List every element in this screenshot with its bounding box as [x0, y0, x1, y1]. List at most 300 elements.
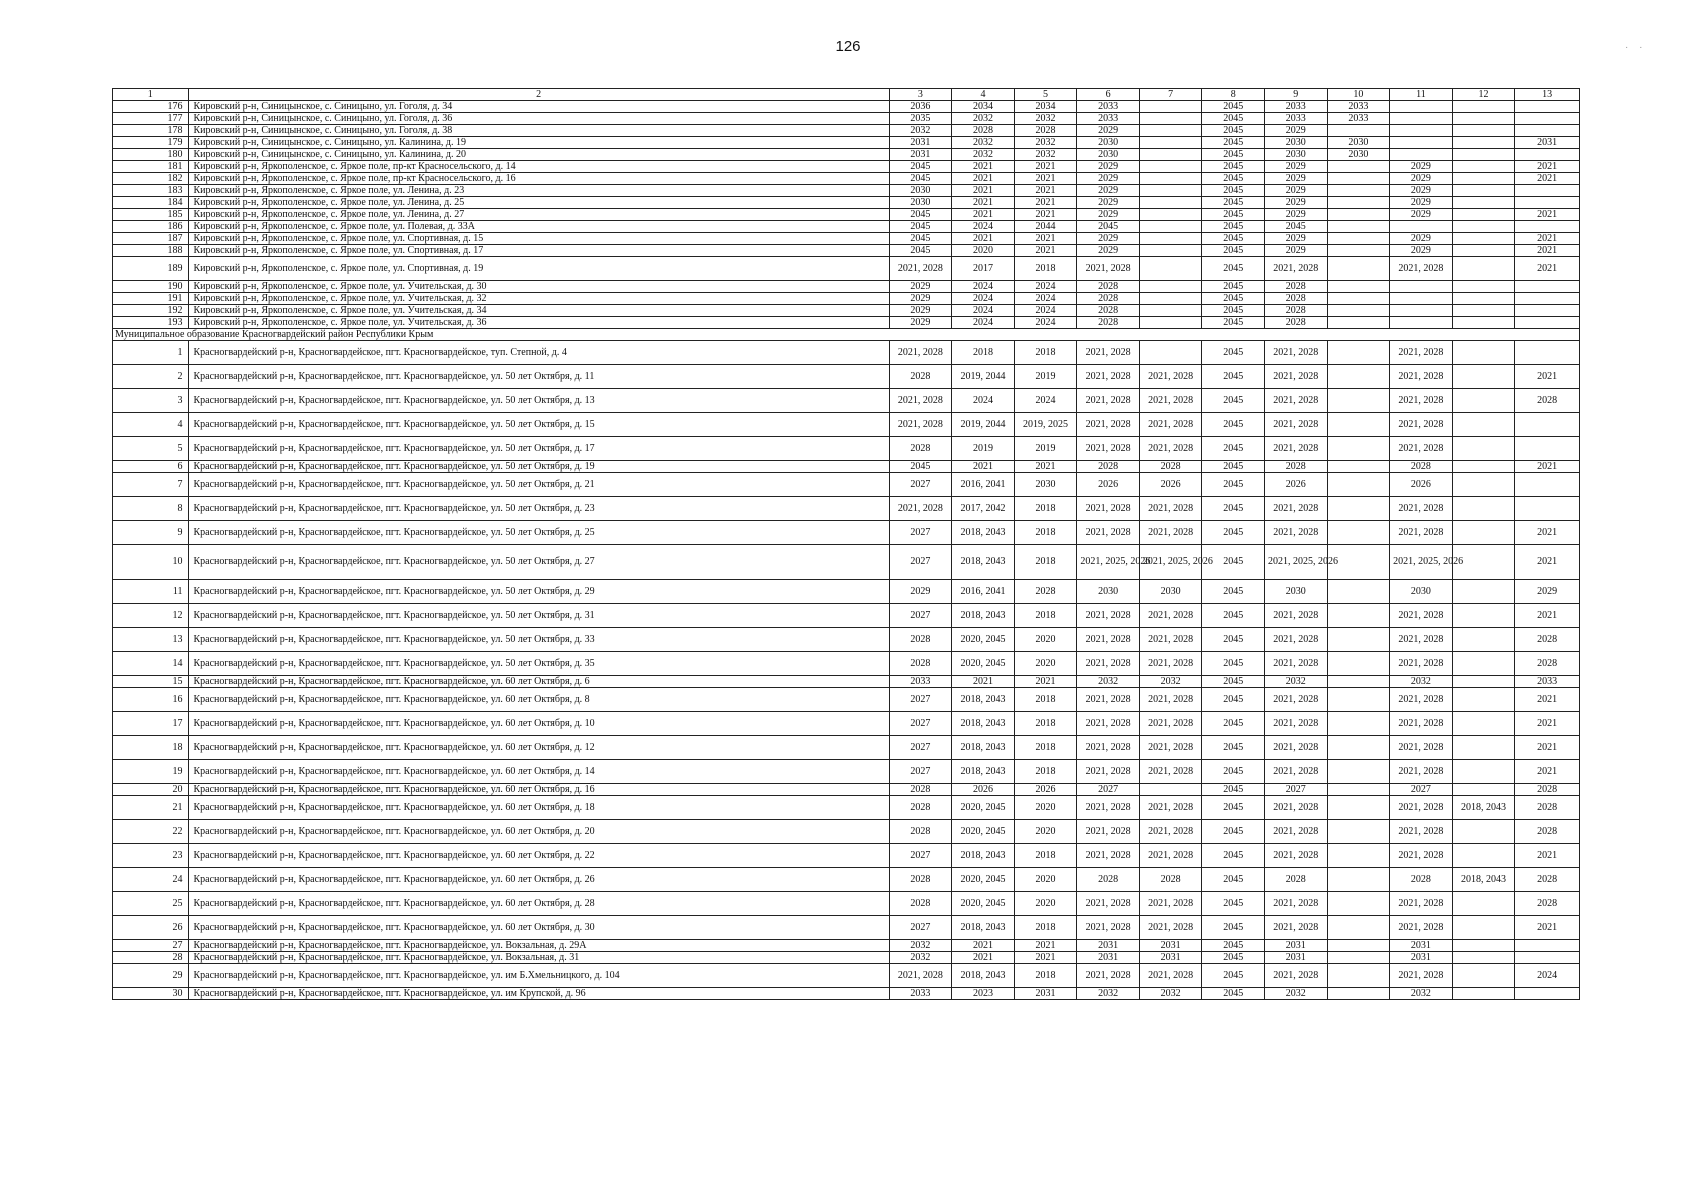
year-cell: 2045 [1202, 712, 1265, 736]
year-cell: 2018, 2043 [952, 964, 1015, 988]
year-cell [1452, 137, 1515, 149]
year-cell [1327, 257, 1390, 281]
address-cell: Красногвардейский р-н, Красногвардейское, пгт. Красногвардейское, ул. им Крупской, д. 96 [188, 988, 889, 1000]
year-cell [1327, 473, 1390, 497]
year-cell: 2031 [1139, 952, 1202, 964]
row-number: 192 [113, 305, 189, 317]
table-row [113, 413, 1580, 437]
address-cell: Кировский р-н, Яркополенское, с. Яркое поле, ул. Учительская, д. 36 [188, 317, 889, 329]
year-cell: 2021, 2028 [1077, 521, 1140, 545]
year-cell: 2032 [889, 125, 952, 137]
table-row [113, 473, 1580, 497]
address-cell: Красногвардейский р-н, Красногвардейское, пгт. Красногвардейское, ул. 60 лет Октября, д. 10 [188, 712, 889, 736]
year-cell: 2021 [1014, 245, 1077, 257]
year-cell [1327, 688, 1390, 712]
year-cell [1327, 437, 1390, 461]
year-cell [1452, 209, 1515, 221]
year-cell: 2024 [952, 389, 1015, 413]
year-cell: 2020, 2045 [952, 628, 1015, 652]
year-cell: 2045 [889, 461, 952, 473]
year-cell [1452, 892, 1515, 916]
row-number: 24 [113, 868, 189, 892]
year-cell [1327, 221, 1390, 233]
year-cell: 2021, 2028 [1139, 365, 1202, 389]
year-cell: 2021, 2028 [1265, 844, 1328, 868]
year-cell: 2027 [889, 736, 952, 760]
year-cell [1139, 101, 1202, 113]
section-title: Муниципальное образование Красногвардейский район Республики Крым [113, 329, 1580, 341]
year-cell: 2029 [1077, 125, 1140, 137]
year-cell: 2021, 2028 [1390, 389, 1453, 413]
year-cell: 2033 [1265, 113, 1328, 125]
year-cell: 2028 [1077, 281, 1140, 293]
year-cell: 2021, 2028 [1265, 820, 1328, 844]
year-cell: 2045 [1202, 736, 1265, 760]
column-number-cell: 12 [1452, 89, 1515, 101]
year-cell [1452, 257, 1515, 281]
year-cell [1390, 221, 1453, 233]
row-number: 16 [113, 688, 189, 712]
year-cell [1452, 185, 1515, 197]
year-cell [1139, 233, 1202, 245]
year-cell [1139, 149, 1202, 161]
year-cell [1515, 473, 1580, 497]
table-row [113, 293, 1580, 305]
year-cell: 2019, 2025 [1014, 413, 1077, 437]
year-cell: 2033 [1327, 101, 1390, 113]
year-cell: 2032 [1139, 676, 1202, 688]
year-cell: 2045 [1202, 437, 1265, 461]
year-cell: 2029 [1077, 197, 1140, 209]
year-cell: 2018 [1014, 341, 1077, 365]
year-cell: 2029 [889, 305, 952, 317]
row-number: 180 [113, 149, 189, 161]
year-cell: 2021, 2028 [1265, 257, 1328, 281]
column-number-cell: 3 [889, 89, 952, 101]
year-cell: 2045 [1202, 341, 1265, 365]
year-cell: 2020 [1014, 628, 1077, 652]
column-number-cell: 13 [1515, 89, 1580, 101]
year-cell [1327, 628, 1390, 652]
year-cell: 2021, 2028 [1077, 628, 1140, 652]
table-row [113, 844, 1580, 868]
year-cell [1515, 293, 1580, 305]
year-cell: 2030 [1077, 137, 1140, 149]
year-cell: 2021, 2028 [1077, 712, 1140, 736]
year-cell: 2029 [1265, 245, 1328, 257]
year-cell: 2021, 2028 [1077, 820, 1140, 844]
year-cell: 2045 [1202, 521, 1265, 545]
year-cell: 2021, 2028 [1390, 365, 1453, 389]
year-cell: 2018, 2043 [952, 521, 1015, 545]
year-cell [1452, 784, 1515, 796]
year-cell: 2021 [1515, 712, 1580, 736]
year-cell: 2028 [1265, 868, 1328, 892]
year-cell: 2028 [1515, 652, 1580, 676]
year-cell: 2028 [1139, 868, 1202, 892]
year-cell: 2028 [1265, 293, 1328, 305]
year-cell: 2021, 2028 [1390, 820, 1453, 844]
year-cell: 2021, 2025, 2026 [1265, 545, 1328, 580]
year-cell: 2020 [1014, 868, 1077, 892]
year-cell: 2021, 2028 [1139, 712, 1202, 736]
year-cell: 2033 [889, 988, 952, 1000]
table-row [113, 257, 1580, 281]
table-row [113, 736, 1580, 760]
address-cell: Красногвардейский р-н, Красногвардейское, пгт. Красногвардейское, ул. 60 лет Октября, д. 28 [188, 892, 889, 916]
year-cell: 2019 [1014, 437, 1077, 461]
column-number-cell: 8 [1202, 89, 1265, 101]
year-cell: 2021 [952, 173, 1015, 185]
address-cell: Красногвардейский р-н, Красногвардейское, пгт. Красногвардейское, ул. 60 лет Октября, д. 14 [188, 760, 889, 784]
row-number: 29 [113, 964, 189, 988]
year-cell: 2045 [1202, 868, 1265, 892]
year-cell [1515, 305, 1580, 317]
year-cell [1452, 461, 1515, 473]
year-cell: 2029 [1265, 209, 1328, 221]
year-cell: 2024 [952, 221, 1015, 233]
year-cell: 2021 [1014, 952, 1077, 964]
year-cell [1452, 437, 1515, 461]
year-cell: 2031 [1077, 952, 1140, 964]
address-cell: Кировский р-н, Яркополенское, с. Яркое поле, ул. Спортивная, д. 17 [188, 245, 889, 257]
year-cell: 2020 [1014, 652, 1077, 676]
year-cell: 2021 [1515, 760, 1580, 784]
table-row [113, 545, 1580, 580]
year-cell: 2021, 2028 [1390, 437, 1453, 461]
year-cell [1515, 101, 1580, 113]
year-cell: 2029 [1265, 185, 1328, 197]
year-cell: 2029 [1077, 245, 1140, 257]
year-cell: 2028 [1014, 125, 1077, 137]
year-cell: 2021 [1014, 185, 1077, 197]
row-number: 13 [113, 628, 189, 652]
year-cell [1327, 245, 1390, 257]
year-cell [1452, 245, 1515, 257]
table-row [113, 604, 1580, 628]
row-number: 21 [113, 796, 189, 820]
row-number: 5 [113, 437, 189, 461]
year-cell: 2029 [1390, 161, 1453, 173]
year-cell [1327, 940, 1390, 952]
row-number: 176 [113, 101, 189, 113]
year-cell: 2021, 2028 [1265, 688, 1328, 712]
table-row [113, 161, 1580, 173]
scan-mark: · · [1625, 42, 1647, 53]
row-number: 12 [113, 604, 189, 628]
year-cell [1327, 844, 1390, 868]
address-cell: Кировский р-н, Яркополенское, с. Яркое поле, ул. Ленина, д. 23 [188, 185, 889, 197]
table-row [113, 389, 1580, 413]
year-cell: 2021 [952, 940, 1015, 952]
year-cell: 2021, 2028 [1139, 652, 1202, 676]
table-row [113, 676, 1580, 688]
year-cell: 2020 [1014, 892, 1077, 916]
table-row [113, 952, 1580, 964]
year-cell [1390, 125, 1453, 137]
year-cell: 2021, 2025, 2026 [1139, 545, 1202, 580]
year-cell: 2027 [1265, 784, 1328, 796]
year-cell: 2045 [1202, 317, 1265, 329]
year-cell: 2021 [1515, 233, 1580, 245]
year-cell [1139, 245, 1202, 257]
year-cell [1452, 233, 1515, 245]
year-cell [1139, 125, 1202, 137]
year-cell: 2028 [1515, 796, 1580, 820]
year-cell: 2036 [889, 101, 952, 113]
year-cell: 2021, 2028 [1077, 365, 1140, 389]
year-cell: 2033 [1515, 676, 1580, 688]
year-cell [1327, 521, 1390, 545]
year-cell: 2021, 2028 [1265, 497, 1328, 521]
year-cell: 2021 [1515, 245, 1580, 257]
year-cell [1515, 497, 1580, 521]
row-number: 188 [113, 245, 189, 257]
year-cell [1515, 437, 1580, 461]
year-cell [1139, 197, 1202, 209]
year-cell: 2021, 2028 [889, 497, 952, 521]
year-cell [1327, 676, 1390, 688]
year-cell: 2029 [1265, 173, 1328, 185]
year-cell [1390, 101, 1453, 113]
address-cell: Кировский р-н, Яркополенское, с. Яркое поле, ул. Учительская, д. 30 [188, 281, 889, 293]
address-cell: Красногвардейский р-н, Красногвардейское, пгт. Красногвардейское, ул. 60 лет Октября, д. 8 [188, 688, 889, 712]
year-cell: 2032 [1265, 988, 1328, 1000]
year-cell [1327, 365, 1390, 389]
year-cell [1139, 221, 1202, 233]
year-cell: 2045 [1202, 760, 1265, 784]
table-row [113, 988, 1580, 1000]
year-cell: 2021, 2028 [1077, 652, 1140, 676]
year-cell: 2021 [1014, 233, 1077, 245]
year-cell [1452, 389, 1515, 413]
address-cell: Кировский р-н, Яркополенское, с. Яркое поле, ул. Учительская, д. 32 [188, 293, 889, 305]
year-cell: 2028 [1515, 628, 1580, 652]
year-cell: 2018, 2043 [952, 916, 1015, 940]
year-cell: 2018 [1014, 736, 1077, 760]
year-cell: 2021, 2028 [1265, 521, 1328, 545]
year-cell [1139, 281, 1202, 293]
year-cell: 2021 [1014, 197, 1077, 209]
year-cell: 2034 [952, 101, 1015, 113]
row-number: 183 [113, 185, 189, 197]
year-cell [1452, 113, 1515, 125]
row-number: 193 [113, 317, 189, 329]
year-cell: 2018, 2043 [952, 736, 1015, 760]
year-cell: 2045 [1202, 173, 1265, 185]
year-cell: 2032 [952, 113, 1015, 125]
year-cell [1139, 209, 1202, 221]
year-cell: 2024 [1515, 964, 1580, 988]
year-cell: 2024 [952, 281, 1015, 293]
year-cell: 2045 [1202, 964, 1265, 988]
year-cell: 2045 [1202, 161, 1265, 173]
year-cell: 2021 [1515, 736, 1580, 760]
year-cell [1452, 281, 1515, 293]
year-cell: 2021, 2028 [1390, 964, 1453, 988]
year-cell: 2029 [1390, 197, 1453, 209]
year-cell: 2028 [1515, 892, 1580, 916]
year-cell: 2028 [1515, 820, 1580, 844]
year-cell: 2031 [889, 137, 952, 149]
year-cell: 2019 [1014, 365, 1077, 389]
table-row [113, 149, 1580, 161]
year-cell: 2045 [1202, 365, 1265, 389]
year-cell: 2021 [1515, 916, 1580, 940]
year-cell: 2045 [1202, 473, 1265, 497]
year-cell: 2027 [889, 916, 952, 940]
year-cell: 2045 [1202, 137, 1265, 149]
year-cell: 2029 [889, 317, 952, 329]
table-row [113, 221, 1580, 233]
year-cell [1139, 784, 1202, 796]
year-cell [1327, 293, 1390, 305]
year-cell: 2045 [1202, 497, 1265, 521]
year-cell: 2018, 2043 [952, 844, 1015, 868]
year-cell: 2021, 2028 [889, 257, 952, 281]
year-cell: 2028 [1390, 461, 1453, 473]
year-cell: 2032 [1077, 988, 1140, 1000]
year-cell: 2021, 2028 [1265, 389, 1328, 413]
year-cell: 2045 [889, 209, 952, 221]
year-cell: 2045 [1202, 844, 1265, 868]
year-cell: 2027 [889, 844, 952, 868]
year-cell: 2045 [889, 161, 952, 173]
year-cell: 2021 [952, 209, 1015, 221]
year-cell [1515, 413, 1580, 437]
year-cell: 2018 [1014, 964, 1077, 988]
year-cell: 2031 [1390, 940, 1453, 952]
year-cell: 2021, 2028 [1265, 628, 1328, 652]
year-cell [1139, 185, 1202, 197]
year-cell: 2029 [889, 293, 952, 305]
year-cell: 2018 [1014, 760, 1077, 784]
year-cell: 2030 [1265, 149, 1328, 161]
year-cell: 2021, 2028 [1390, 844, 1453, 868]
year-cell: 2021 [1515, 461, 1580, 473]
row-number: 182 [113, 173, 189, 185]
year-cell [1515, 185, 1580, 197]
year-cell: 2028 [889, 628, 952, 652]
year-cell: 2029 [1077, 173, 1140, 185]
year-cell: 2021, 2028 [1390, 521, 1453, 545]
year-cell: 2021 [1014, 940, 1077, 952]
column-number-cell: 10 [1327, 89, 1390, 101]
year-cell: 2021, 2028 [1139, 916, 1202, 940]
year-cell [1327, 868, 1390, 892]
year-cell: 2018 [1014, 497, 1077, 521]
year-cell: 2029 [1265, 197, 1328, 209]
year-cell [1515, 113, 1580, 125]
year-cell: 2021, 2028 [1077, 844, 1140, 868]
year-cell [1327, 820, 1390, 844]
year-cell: 2030 [889, 197, 952, 209]
row-number: 177 [113, 113, 189, 125]
table-row [113, 497, 1580, 521]
year-cell: 2045 [1202, 604, 1265, 628]
schedule-table [112, 88, 1580, 1000]
year-cell: 2021 [952, 185, 1015, 197]
year-cell [1452, 125, 1515, 137]
year-cell: 2032 [889, 940, 952, 952]
year-cell: 2045 [1202, 389, 1265, 413]
row-number: 7 [113, 473, 189, 497]
column-number-cell: 5 [1014, 89, 1077, 101]
year-cell: 2045 [1202, 233, 1265, 245]
year-cell: 2018, 2043 [952, 604, 1015, 628]
address-cell: Красногвардейский р-н, Красногвардейское, пгт. Красногвардейское, ул. 60 лет Октября, д. 18 [188, 796, 889, 820]
year-cell: 2028 [1139, 461, 1202, 473]
year-cell [1327, 341, 1390, 365]
year-cell: 2033 [1077, 113, 1140, 125]
year-cell: 2045 [1202, 952, 1265, 964]
year-cell: 2045 [1202, 209, 1265, 221]
address-cell: Красногвардейский р-н, Красногвардейское, пгт. Красногвардейское, ул. Вокзальная, д. 31 [188, 952, 889, 964]
year-cell: 2021, 2028 [1139, 892, 1202, 916]
year-cell: 2024 [952, 305, 1015, 317]
row-number: 178 [113, 125, 189, 137]
year-cell: 2021, 2028 [1139, 820, 1202, 844]
year-cell: 2021, 2028 [1077, 341, 1140, 365]
year-cell [1390, 281, 1453, 293]
year-cell: 2024 [1014, 293, 1077, 305]
year-cell: 2020, 2045 [952, 868, 1015, 892]
year-cell [1390, 305, 1453, 317]
year-cell [1452, 161, 1515, 173]
year-cell [1390, 137, 1453, 149]
table-row [113, 209, 1580, 221]
year-cell: 2029 [889, 580, 952, 604]
year-cell: 2021, 2028 [1390, 257, 1453, 281]
year-cell: 2021 [1515, 604, 1580, 628]
year-cell: 2021, 2028 [1139, 796, 1202, 820]
year-cell: 2028 [1265, 317, 1328, 329]
year-cell: 2019, 2044 [952, 365, 1015, 389]
year-cell: 2021, 2028 [1139, 604, 1202, 628]
year-cell: 2018 [1014, 545, 1077, 580]
year-cell: 2018 [1014, 916, 1077, 940]
year-cell [1327, 413, 1390, 437]
year-cell: 2045 [1202, 185, 1265, 197]
year-cell: 2029 [1077, 233, 1140, 245]
year-cell: 2021, 2028 [1390, 497, 1453, 521]
table-row [113, 652, 1580, 676]
table-row [113, 245, 1580, 257]
year-cell [1139, 161, 1202, 173]
year-cell [1515, 317, 1580, 329]
address-cell: Красногвардейский р-н, Красногвардейское, пгт. Красногвардейское, ул. 50 лет Октября, д. 35 [188, 652, 889, 676]
year-cell: 2027 [889, 545, 952, 580]
year-cell: 2021, 2028 [1265, 652, 1328, 676]
table-row [113, 892, 1580, 916]
year-cell: 2021, 2028 [889, 389, 952, 413]
year-cell: 2021, 2028 [1390, 604, 1453, 628]
year-cell: 2021, 2028 [1139, 389, 1202, 413]
year-cell: 2021, 2028 [1139, 437, 1202, 461]
year-cell: 2035 [889, 113, 952, 125]
year-cell: 2032 [1014, 113, 1077, 125]
year-cell: 2019, 2044 [952, 413, 1015, 437]
year-cell: 2030 [1077, 580, 1140, 604]
address-cell: Кировский р-н, Синицынское, с. Синицыно, ул. Гоголя, д. 36 [188, 113, 889, 125]
year-cell [1452, 101, 1515, 113]
column-number-cell: 7 [1139, 89, 1202, 101]
year-cell: 2030 [1327, 149, 1390, 161]
year-cell: 2021, 2028 [1265, 760, 1328, 784]
year-cell: 2021, 2028 [889, 341, 952, 365]
year-cell: 2027 [889, 712, 952, 736]
year-cell: 2026 [1014, 784, 1077, 796]
